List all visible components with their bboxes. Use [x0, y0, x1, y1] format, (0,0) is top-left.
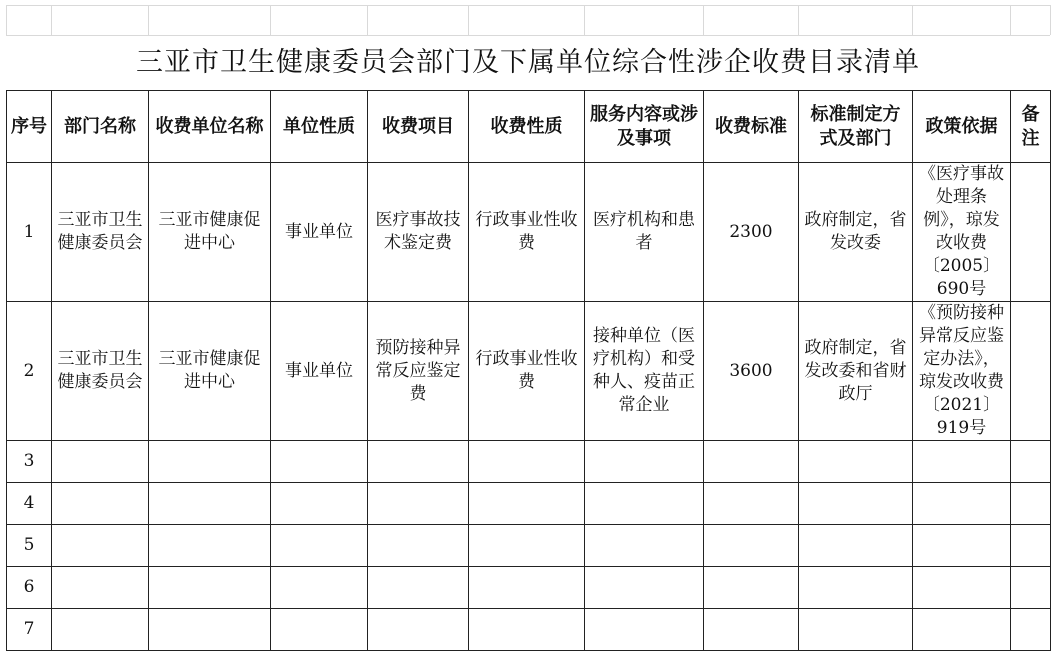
cell-empty[interactable] [52, 609, 149, 651]
cell-empty[interactable] [799, 441, 913, 483]
cell-seq[interactable]: 4 [7, 483, 52, 525]
cell-empty[interactable] [149, 483, 271, 525]
cell-empty[interactable] [585, 567, 704, 609]
cell-empty[interactable] [52, 441, 149, 483]
header-policy-basis[interactable]: 政策依据 [913, 91, 1011, 163]
cell-empty[interactable] [799, 609, 913, 651]
cell-empty[interactable] [913, 441, 1011, 483]
cell-empty[interactable] [271, 483, 368, 525]
cell-fee-standard[interactable]: 2300 [704, 163, 799, 302]
sheet-gridline [6, 35, 1050, 36]
cell-fee-nature[interactable]: 行政事业性收费 [469, 302, 585, 441]
cell-seq[interactable]: 1 [7, 163, 52, 302]
cell-remarks[interactable] [1011, 163, 1051, 302]
cell-empty[interactable] [585, 483, 704, 525]
cell-empty[interactable] [585, 609, 704, 651]
cell-unit-nature[interactable]: 事业单位 [271, 302, 368, 441]
cell-empty[interactable] [469, 567, 585, 609]
cell-empty[interactable] [704, 567, 799, 609]
sheet-gridline [703, 5, 704, 35]
cell-empty[interactable] [368, 441, 469, 483]
cell-empty[interactable] [469, 525, 585, 567]
sheet-gridline [367, 5, 368, 35]
header-dept-name[interactable]: 部门名称 [52, 91, 149, 163]
cell-fee-nature[interactable]: 行政事业性收费 [469, 163, 585, 302]
sheet-gridline [51, 5, 52, 35]
cell-seq[interactable]: 7 [7, 609, 52, 651]
fee-catalog-table [6, 90, 1051, 651]
cell-fee-item[interactable]: 医疗事故技术鉴定费 [368, 163, 469, 302]
header-unit-nature[interactable]: 单位性质 [271, 91, 368, 163]
cell-dept-name[interactable]: 三亚市卫生健康委员会 [52, 302, 149, 441]
cell-charging-unit[interactable]: 三亚市健康促进中心 [149, 302, 271, 441]
header-service-content[interactable]: 服务内容或涉及事项 [585, 91, 704, 163]
cell-empty[interactable] [368, 525, 469, 567]
table-row [7, 302, 1051, 441]
header-seq[interactable]: 序号 [7, 91, 52, 163]
cell-empty[interactable] [368, 567, 469, 609]
cell-empty[interactable] [149, 441, 271, 483]
table-header-row [7, 91, 1051, 163]
cell-seq[interactable]: 6 [7, 567, 52, 609]
cell-seq[interactable]: 5 [7, 525, 52, 567]
cell-empty[interactable] [1011, 609, 1051, 651]
cell-empty[interactable] [469, 609, 585, 651]
cell-empty[interactable] [1011, 567, 1051, 609]
cell-empty[interactable] [271, 525, 368, 567]
cell-empty[interactable] [469, 483, 585, 525]
sheet-gridline [1050, 5, 1051, 35]
cell-empty[interactable] [704, 441, 799, 483]
cell-dept-name[interactable]: 三亚市卫生健康委员会 [52, 163, 149, 302]
cell-standard-method[interactable]: 政府制定，省发改委和省财政厅 [799, 302, 913, 441]
cell-empty[interactable] [913, 483, 1011, 525]
cell-empty[interactable] [271, 441, 368, 483]
sheet-gridline [148, 5, 149, 35]
cell-empty[interactable] [1011, 483, 1051, 525]
cell-empty[interactable] [149, 609, 271, 651]
table-row-empty [7, 567, 1051, 609]
cell-empty[interactable] [913, 609, 1011, 651]
cell-empty[interactable] [913, 567, 1011, 609]
header-charging-unit[interactable]: 收费单位名称 [149, 91, 271, 163]
sheet-gridline [584, 5, 585, 35]
sheet-gridline [1010, 5, 1011, 35]
cell-empty[interactable] [271, 609, 368, 651]
header-fee-nature[interactable]: 收费性质 [469, 91, 585, 163]
header-remarks[interactable]: 备注 [1011, 91, 1051, 163]
sheet-gridline [270, 5, 271, 35]
cell-empty[interactable] [799, 525, 913, 567]
sheet-gridline [912, 5, 913, 35]
table-row-empty [7, 525, 1051, 567]
cell-empty[interactable] [368, 483, 469, 525]
cell-empty[interactable] [368, 609, 469, 651]
cell-empty[interactable] [149, 525, 271, 567]
sheet-gridline [798, 5, 799, 35]
table-row-empty [7, 609, 1051, 651]
header-fee-standard[interactable]: 收费标准 [704, 91, 799, 163]
table-row [7, 163, 1051, 302]
cell-fee-item[interactable]: 预防接种异常反应鉴定费 [368, 302, 469, 441]
cell-seq[interactable]: 3 [7, 441, 52, 483]
cell-policy-basis[interactable]: 《医疗事故处理条例》，琼发改收费〔2005〕690号 [913, 163, 1011, 302]
cell-standard-method[interactable]: 政府制定，省发改委 [799, 163, 913, 302]
cell-charging-unit[interactable]: 三亚市健康促进中心 [149, 163, 271, 302]
cell-empty[interactable] [52, 483, 149, 525]
cell-empty[interactable] [585, 441, 704, 483]
cell-empty[interactable] [704, 483, 799, 525]
cell-empty[interactable] [149, 567, 271, 609]
cell-service-content[interactable]: 接种单位（医疗机构）和受种人、疫苗正常企业 [585, 302, 704, 441]
cell-empty[interactable] [271, 567, 368, 609]
cell-empty[interactable] [1011, 525, 1051, 567]
cell-empty[interactable] [585, 525, 704, 567]
header-standard-method[interactable]: 标准制定方式及部门 [799, 91, 913, 163]
cell-seq[interactable]: 2 [7, 302, 52, 441]
cell-empty[interactable] [799, 567, 913, 609]
cell-unit-nature[interactable]: 事业单位 [271, 163, 368, 302]
cell-remarks[interactable] [1011, 302, 1051, 441]
header-fee-item[interactable]: 收费项目 [368, 91, 469, 163]
cell-empty[interactable] [52, 567, 149, 609]
sheet-gridline [6, 5, 7, 35]
cell-empty[interactable] [913, 525, 1011, 567]
cell-empty[interactable] [704, 609, 799, 651]
cell-service-content[interactable]: 医疗机构和患者 [585, 163, 704, 302]
table-row-empty [7, 483, 1051, 525]
cell-policy-basis[interactable]: 《预防接种异常反应鉴定办法》，琼发改收费〔2021〕919号 [913, 302, 1011, 441]
cell-empty[interactable] [469, 441, 585, 483]
cell-empty[interactable] [1011, 441, 1051, 483]
cell-empty[interactable] [52, 525, 149, 567]
sheet-gridline [6, 5, 1050, 6]
cell-empty[interactable] [704, 525, 799, 567]
cell-empty[interactable] [799, 483, 913, 525]
cell-fee-standard[interactable]: 3600 [704, 302, 799, 441]
page-title: 三亚市卫生健康委员会部门及下属单位综合性涉企收费目录清单 [136, 47, 920, 78]
table-row-empty [7, 441, 1051, 483]
sheet-gridline [468, 5, 469, 35]
